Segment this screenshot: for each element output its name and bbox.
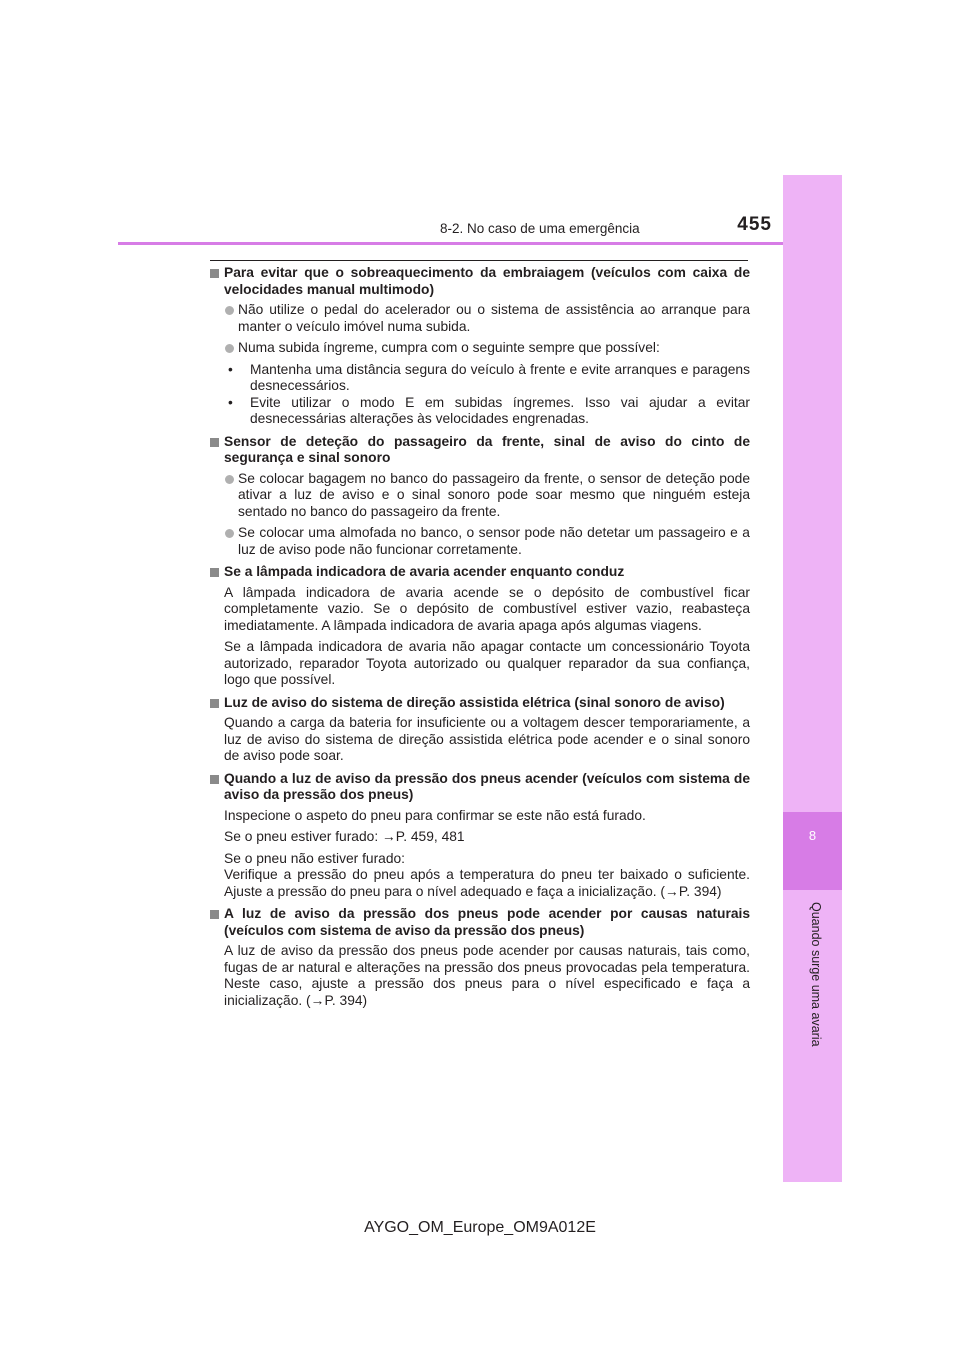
page-content	[210, 265, 750, 1015]
section-heading: Sensor de deteção do passageiro da frente, sinal de aviso do cinto de segurança e sinal sonoro	[210, 434, 750, 467]
square-bullet-icon	[210, 568, 219, 577]
section-clutch-overheat	[210, 265, 750, 428]
section-heading: Quando a luz de aviso da pressão dos pneus acender (veículos com sistema de aviso da pressão dos pneus)	[210, 771, 750, 804]
page-number: 455	[737, 214, 772, 235]
square-bullet-icon	[210, 910, 219, 919]
square-bullet-icon	[210, 775, 219, 784]
round-bullet-icon	[225, 344, 234, 353]
dot-bullet-icon: •	[228, 361, 233, 377]
square-bullet-icon	[210, 269, 219, 278]
section-malfunction-lamp	[210, 564, 750, 689]
sub-list-item: • Evite utilizar o modo E em subidas íngremes. Isso vai ajudar a evitar desnecessárias alterações às velocidades engrenadas.	[228, 394, 750, 426]
paragraph: A lâmpada indicadora de avaria acende se o depósito de combustível ficar completamente vazio. Se o depósito de combustível estiver vazio, reabasteça imediatamente. A lâmpada indicadora de avaria apaga após algumas viagens.	[224, 584, 750, 633]
paragraph: Se o pneu estiver furado: →P. 459, 481	[224, 829, 465, 844]
section-heading: Para evitar que o sobreaquecimento da embraiagem (veículos com caixa de velocidades manual multimodo)	[210, 265, 750, 298]
list-item: Se colocar bagagem no banco do passageiro da frente, o sensor de deteção pode ativar a luz de aviso e o sinal sonoro pode soar mesmo que ninguém esteja sentado no banco do passageiro da frente.	[210, 471, 750, 521]
round-bullet-icon	[225, 306, 234, 315]
paragraph: Verifique a pressão do pneu após a temperatura do pneu ter baixado o suficiente. Ajuste a pressão do pneu para o nível adequado e faça a inicialização. (→P. 394)	[224, 867, 750, 899]
sub-list-item: • Mantenha uma distância segura do veículo à frente e evite arranques e paragens desnecessários.	[228, 361, 750, 393]
section-heading: Se a lâmpada indicadora de avaria acender enquanto conduz	[210, 564, 750, 581]
section-passenger-sensor	[210, 434, 750, 559]
document-code: AYGO_OM_Europe_OM9A012E	[364, 1219, 596, 1236]
list-item: Numa subida íngreme, cumpra com o seguinte sempre que possível:	[210, 340, 750, 357]
header-divider	[118, 242, 783, 245]
square-bullet-icon	[210, 438, 219, 447]
section-tire-pressure-natural	[210, 906, 750, 1009]
section-tire-pressure-warning	[210, 771, 750, 901]
chapter-title: Quando surge uma avaria	[809, 902, 823, 1047]
paragraph: Inspecione o aspeto do pneu para confirmar se este não está furado.	[224, 807, 646, 823]
chapter-number: 8	[808, 828, 817, 843]
round-bullet-icon	[225, 529, 234, 538]
paragraph: Se o pneu não estiver furado:	[224, 850, 406, 866]
square-bullet-icon	[210, 699, 219, 708]
list-item: Se colocar uma almofada no banco, o sensor pode não detetar um passageiro e a luz de aviso pode não funcionar corretamente.	[210, 525, 750, 558]
paragraph: A luz de aviso da pressão dos pneus pode acender por causas naturais, tais como, fugas de ar natural e alterações na pressão dos pneus provocadas pela temperatura. Neste caso, ajuste a pressão dos pneus para o nível especificado e faça a inicialização. (→P. 394)	[224, 943, 750, 1008]
section-power-steering	[210, 695, 750, 765]
section-heading: Luz de aviso do sistema de direção assistida elétrica (sinal sonoro de aviso)	[210, 695, 750, 712]
list-item: Não utilize o pedal do acelerador ou o sistema de assistência ao arranque para manter o veículo imóvel numa subida.	[210, 302, 750, 335]
paragraph: Quando a carga da bateria for insuficiente ou a voltagem descer temporariamente, a luz de aviso do sistema de direção assistida elétrica pode acender e o sinal sonoro de aviso pode soar.	[224, 715, 750, 763]
round-bullet-icon	[225, 475, 234, 484]
dot-bullet-icon: •	[228, 394, 233, 410]
section-heading: A luz de aviso da pressão dos pneus pode acender por causas naturais (veículos com sistema de aviso da pressão dos pneus)	[210, 906, 750, 939]
paragraph: Se a lâmpada indicadora de avaria não apagar contacte um concessionário Toyota autorizado, reparador Toyota autorizado ou qualquer reparador da sua confiança, logo que possível.	[224, 639, 750, 687]
chapter-number-tab	[783, 812, 842, 890]
section-title: 8-2. No caso de uma emergência	[440, 221, 640, 236]
content-top-rule	[210, 260, 748, 261]
